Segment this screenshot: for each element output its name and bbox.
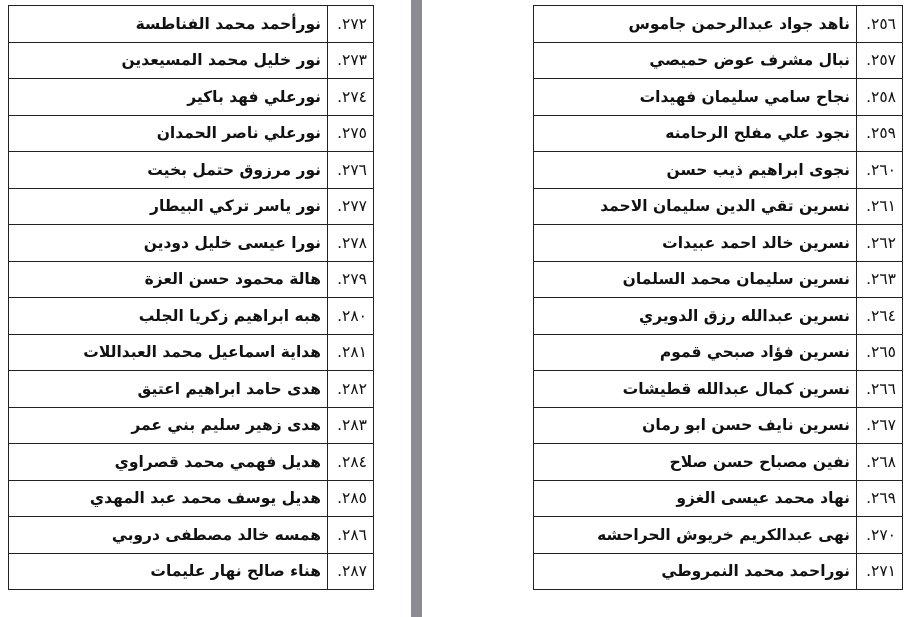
names-table-right: [533, 5, 903, 590]
row-number: ٢٧٤.: [328, 79, 374, 116]
names-table-left-body: [9, 6, 374, 590]
row-name: نوراحمد محمد النمروطي: [534, 553, 857, 590]
table-row: [534, 298, 903, 335]
row-number: ٢٨٢.: [328, 371, 374, 408]
row-name: نسرين كمال عبدالله قطيشات: [534, 371, 857, 408]
row-name: نهاد محمد عيسى الغزو: [534, 480, 857, 517]
row-number: ٢٦٢.: [857, 225, 903, 262]
table-row: [9, 261, 374, 298]
row-number: ٢٦٧.: [857, 407, 903, 444]
row-name: نورعلي ناصر الحمدان: [9, 115, 328, 152]
row-number: ٢٦٥.: [857, 334, 903, 371]
row-number: ٢٧٠.: [857, 517, 903, 554]
row-name: نور مرزوق حتمل بخيت: [9, 152, 328, 189]
row-number: ٢٥٨.: [857, 79, 903, 116]
row-name: نجاح سامي سليمان فهيدات: [534, 79, 857, 116]
row-name: همسه خالد مصطفى دروبي: [9, 517, 328, 554]
row-number: ٢٧٦.: [328, 152, 374, 189]
row-name: هالة محمود حسن العزة: [9, 261, 328, 298]
table-row: [9, 79, 374, 116]
row-name: نورأحمد محمد الفناطسة: [9, 6, 328, 43]
names-table-right-body: [534, 6, 903, 590]
row-number: ٢٨٣.: [328, 407, 374, 444]
row-name: هدى زهير سليم بني عمر: [9, 407, 328, 444]
table-row: [9, 42, 374, 79]
row-name: نسرين تقي الدين سليمان الاحمد: [534, 188, 857, 225]
table-row: [9, 225, 374, 262]
row-name: هداية اسماعيل محمد العبداللات: [9, 334, 328, 371]
row-number: ٢٨٦.: [328, 517, 374, 554]
table-row: [9, 115, 374, 152]
table-row: [9, 152, 374, 189]
row-number: ٢٦١.: [857, 188, 903, 225]
row-name: نفين مصباح حسن صلاح: [534, 444, 857, 481]
table-row: [534, 225, 903, 262]
row-number: ٢٨٧.: [328, 553, 374, 590]
table-row: [9, 298, 374, 335]
row-number: ٢٥٩.: [857, 115, 903, 152]
table-row: [534, 79, 903, 116]
row-number: ٢٨٥.: [328, 480, 374, 517]
row-name: نجوى ابراهيم ذيب حسن: [534, 152, 857, 189]
table-row: [534, 553, 903, 590]
row-number: ٢٧٣.: [328, 42, 374, 79]
table-row: [534, 371, 903, 408]
row-number: ٢٧١.: [857, 553, 903, 590]
row-number: ٢٦٦.: [857, 371, 903, 408]
row-number: ٢٧٩.: [328, 261, 374, 298]
table-row: [534, 188, 903, 225]
row-number: ٢٦٨.: [857, 444, 903, 481]
table-row: [534, 444, 903, 481]
row-number: ٢٦٩.: [857, 480, 903, 517]
row-name: هدى حامد ابراهيم اعتيق: [9, 371, 328, 408]
row-name: نسرين سليمان محمد السلمان: [534, 261, 857, 298]
row-number: ٢٧٢.: [328, 6, 374, 43]
table-row: [534, 152, 903, 189]
table-row: [9, 407, 374, 444]
row-name: نور خليل محمد المسيعدين: [9, 42, 328, 79]
row-name: نهى عبدالكريم خريوش الحراحشه: [534, 517, 857, 554]
row-name: هديل يوسف محمد عبد المهدي: [9, 480, 328, 517]
table-row: [9, 444, 374, 481]
row-number: ٢٨٠.: [328, 298, 374, 335]
table-row: [534, 6, 903, 43]
row-number: ٢٦٠.: [857, 152, 903, 189]
table-row: [534, 334, 903, 371]
table-row: [534, 407, 903, 444]
row-name: هناء صالح نهار عليمات: [9, 553, 328, 590]
row-number: ٢٥٦.: [857, 6, 903, 43]
row-number: ٢٨١.: [328, 334, 374, 371]
row-name: نجود علي مفلح الرحامنه: [534, 115, 857, 152]
row-number: ٢٥٧.: [857, 42, 903, 79]
table-row: [9, 480, 374, 517]
row-number: ٢٦٤.: [857, 298, 903, 335]
table-row: [534, 480, 903, 517]
table-row: [9, 188, 374, 225]
row-name: ناهد جواد عبدالرحمن جاموس: [534, 6, 857, 43]
table-row: [534, 261, 903, 298]
row-number: ٢٦٣.: [857, 261, 903, 298]
row-name: نورا عيسى خليل دودين: [9, 225, 328, 262]
row-name: نبال مشرف عوض حميصي: [534, 42, 857, 79]
row-number: ٢٧٧.: [328, 188, 374, 225]
row-name: نسرين عبدالله رزق الدويري: [534, 298, 857, 335]
table-row: [9, 334, 374, 371]
row-name: نور ياسر تركي البيطار: [9, 188, 328, 225]
row-name: نسرين نايف حسن ابو رمان: [534, 407, 857, 444]
row-name: نورعلي فهد باكير: [9, 79, 328, 116]
table-row: [534, 42, 903, 79]
row-number: ٢٧٥.: [328, 115, 374, 152]
row-number: ٢٧٨.: [328, 225, 374, 262]
table-row: [9, 371, 374, 408]
table-row: [9, 6, 374, 43]
table-row: [9, 553, 374, 590]
page-divider: [411, 0, 422, 617]
names-table-left: [8, 5, 374, 590]
row-name: هديل فهمي محمد قصراوي: [9, 444, 328, 481]
row-number: ٢٨٤.: [328, 444, 374, 481]
table-row: [534, 517, 903, 554]
row-name: هبه ابراهيم زكريا الجلب: [9, 298, 328, 335]
table-row: [534, 115, 903, 152]
row-name: نسرين خالد احمد عبيدات: [534, 225, 857, 262]
table-row: [9, 517, 374, 554]
row-name: نسرين فؤاد صبحي قموم: [534, 334, 857, 371]
